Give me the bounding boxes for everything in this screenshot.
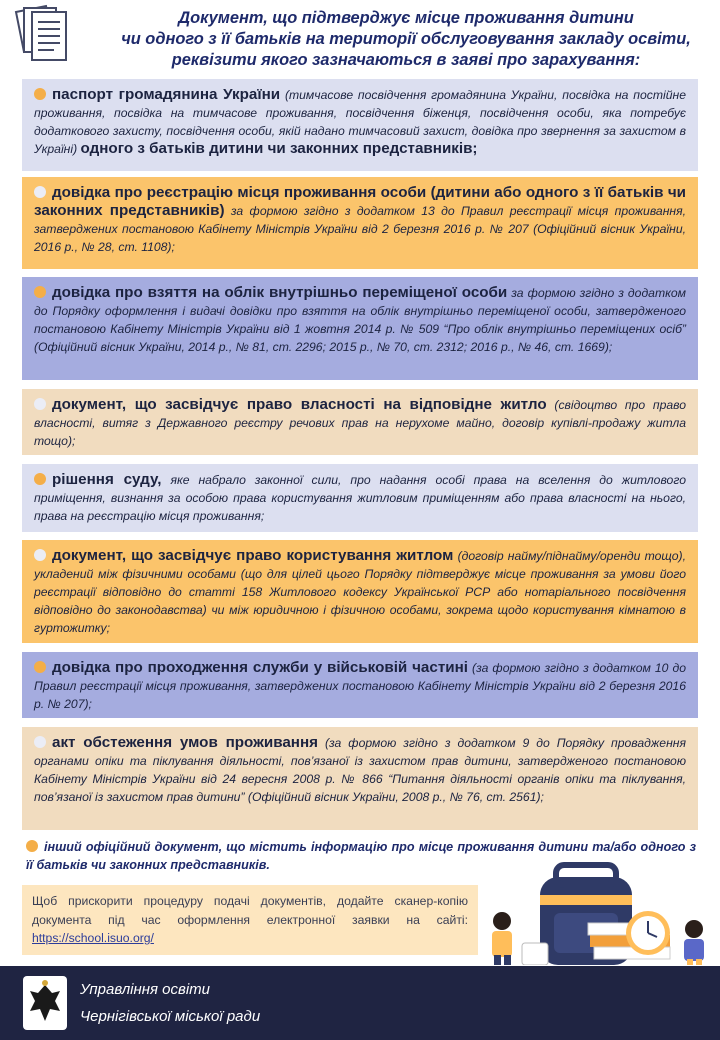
item-heading: довідка про реєстрацію місця проживання особи (дитини або одного з її батьків чи законних представників) xyxy=(34,184,686,219)
school-illustration xyxy=(470,855,720,965)
mug-icon xyxy=(522,943,548,965)
item-text: інший офіційний документ, що містить інформацію про місце проживання дитини та/або одного з її батьків чи законних представників. xyxy=(26,840,696,872)
footer xyxy=(0,966,720,1040)
bullet-icon xyxy=(26,840,38,852)
organization-name xyxy=(80,976,260,1030)
bullet-icon xyxy=(34,186,46,198)
list-item-passport xyxy=(22,79,698,171)
item-detail: (за формою згідно з додатком 10 до Правил реєстрації місця проживання, затверджених постановою Кабінету Міністрів України від 2 березня 2016 р. № 207); xyxy=(34,661,686,711)
item-detail: за формою згідно з додатком до Порядку оформлення і видачі довідки про взяття на облік внутрішньо переміщеної особи, затвердженого постановою Кабінету Міністрів України від 1 жовтня 2014 р. № 509 “Про облік внутрішньо переміщених осіб” (Офіційний вісник України, 2014 р., № 81, ст. 2296; 2015 р., № 70, ст. 2312; 2016 р., № 46, ст. 1669); xyxy=(34,286,686,354)
list-item-ownership-document xyxy=(22,389,698,455)
item-detail: яке набрало законної сили, про надання особі права на вселення до житлового приміщення, визнання за особою права користування житловим приміщенням або права власності на нього, права на реєстрацію місця проживання; xyxy=(34,473,686,523)
note-text: Щоб прискорити процедуру подачі документів, додайте сканер-копію документа під час оформлення електронної заявки на сайті: xyxy=(32,894,468,927)
list-item-tenancy-document xyxy=(22,540,698,643)
bullet-icon xyxy=(34,661,46,673)
list-item-idp-certificate xyxy=(22,277,698,380)
organization-line2: Чернігівської міської ради xyxy=(80,1008,261,1025)
bullet-icon xyxy=(34,398,46,410)
item-detail: (свідоцтво про право власності, витяг з Державного реєстру речових прав на нерухоме майно, договір купівлі-продажу житла тощо); xyxy=(34,398,686,448)
list-item-court-decision xyxy=(22,464,698,532)
info-note xyxy=(22,885,478,955)
boy-figure-icon xyxy=(492,912,512,965)
girl-figure-icon xyxy=(684,920,704,965)
item-tail: одного з батьків дитини чи законних представників; xyxy=(80,140,478,157)
list-item-registration-certificate xyxy=(22,177,698,269)
bullet-icon xyxy=(34,549,46,561)
organization-line1: Управління освіти xyxy=(80,981,211,998)
bullet-icon xyxy=(34,88,46,100)
clock-icon xyxy=(626,911,670,955)
item-heading: документ, що засвідчує право власності на відповідне житло xyxy=(52,396,547,413)
item-heading: довідка про взяття на облік внутрішньо переміщеної особи xyxy=(52,284,508,301)
list-item-living-conditions-act xyxy=(22,727,698,830)
page-title: Документ, що підтверджує місце проживання дитини чи одного з її батьків на території обслуговування закладу освіти, реквізити якого зазначаються в заяві про зарахування: xyxy=(121,9,691,69)
item-heading: акт обстеження умов проживання xyxy=(52,734,318,751)
list-item-military-service-certificate xyxy=(22,652,698,718)
bullet-icon xyxy=(34,286,46,298)
item-detail: (тимчасове посвідчення громадянина України, посвідка на постійне проживання, посвідка на тимчасове проживання, посвідчення біженця, посвідчення особи, яка потребує додаткового захисту, посвідчення особи, якій надано тимчасовий захист, довідка про звернення за захистом в Україні) xyxy=(34,88,686,156)
bullet-icon xyxy=(34,473,46,485)
item-heading: паспорт громадянина України xyxy=(52,86,281,103)
item-detail: (за формою згідно з додатком 9 до Порядку провадження органами опіки та піклування діяльності, пов’язаної із захистом прав дитини, затвердженого постановою Кабінету Міністрів України від 24 вересня 2008 р. № 866 “Питання діяльності органів опіки та піклування, пов’язаної із захистом прав дитини” (Офіційний вісник України, 2008 р., № 76, ст. 2561); xyxy=(34,736,686,804)
item-heading: довідка про проходження служби у військовій частині xyxy=(52,659,468,676)
item-detail: (договір найму/піднайму/оренди тощо), укладений між фізичними особами (що для цілей цього Порядку підтверджує місце проживання за умови його реєстрації відповідно до статті 158 Житлового кодексу Української РСР або нотаріального посвідчення відповідно до законодавства) чи між юридичною і фізичною особами, зокрема щодо користування кімнатою в гуртожитку; xyxy=(34,549,687,635)
city-emblem-icon xyxy=(22,975,68,1031)
documents-icon xyxy=(8,2,80,66)
bullet-icon xyxy=(34,736,46,748)
item-heading: документ, що засвідчує право користування житлом xyxy=(52,547,454,564)
school-site-link[interactable]: https://school.isuo.org/ xyxy=(32,931,154,945)
item-detail: за формою згідно з додатком 13 до Правил реєстрації місця проживання, затверджених постановою Кабінету Міністрів України від 2 березня 2016 р. № 207 (Офіційний вісник України, 2016 р., № 28, ст. 1108); xyxy=(34,204,686,254)
header xyxy=(0,0,720,75)
item-heading: рішення суду, xyxy=(52,471,162,488)
